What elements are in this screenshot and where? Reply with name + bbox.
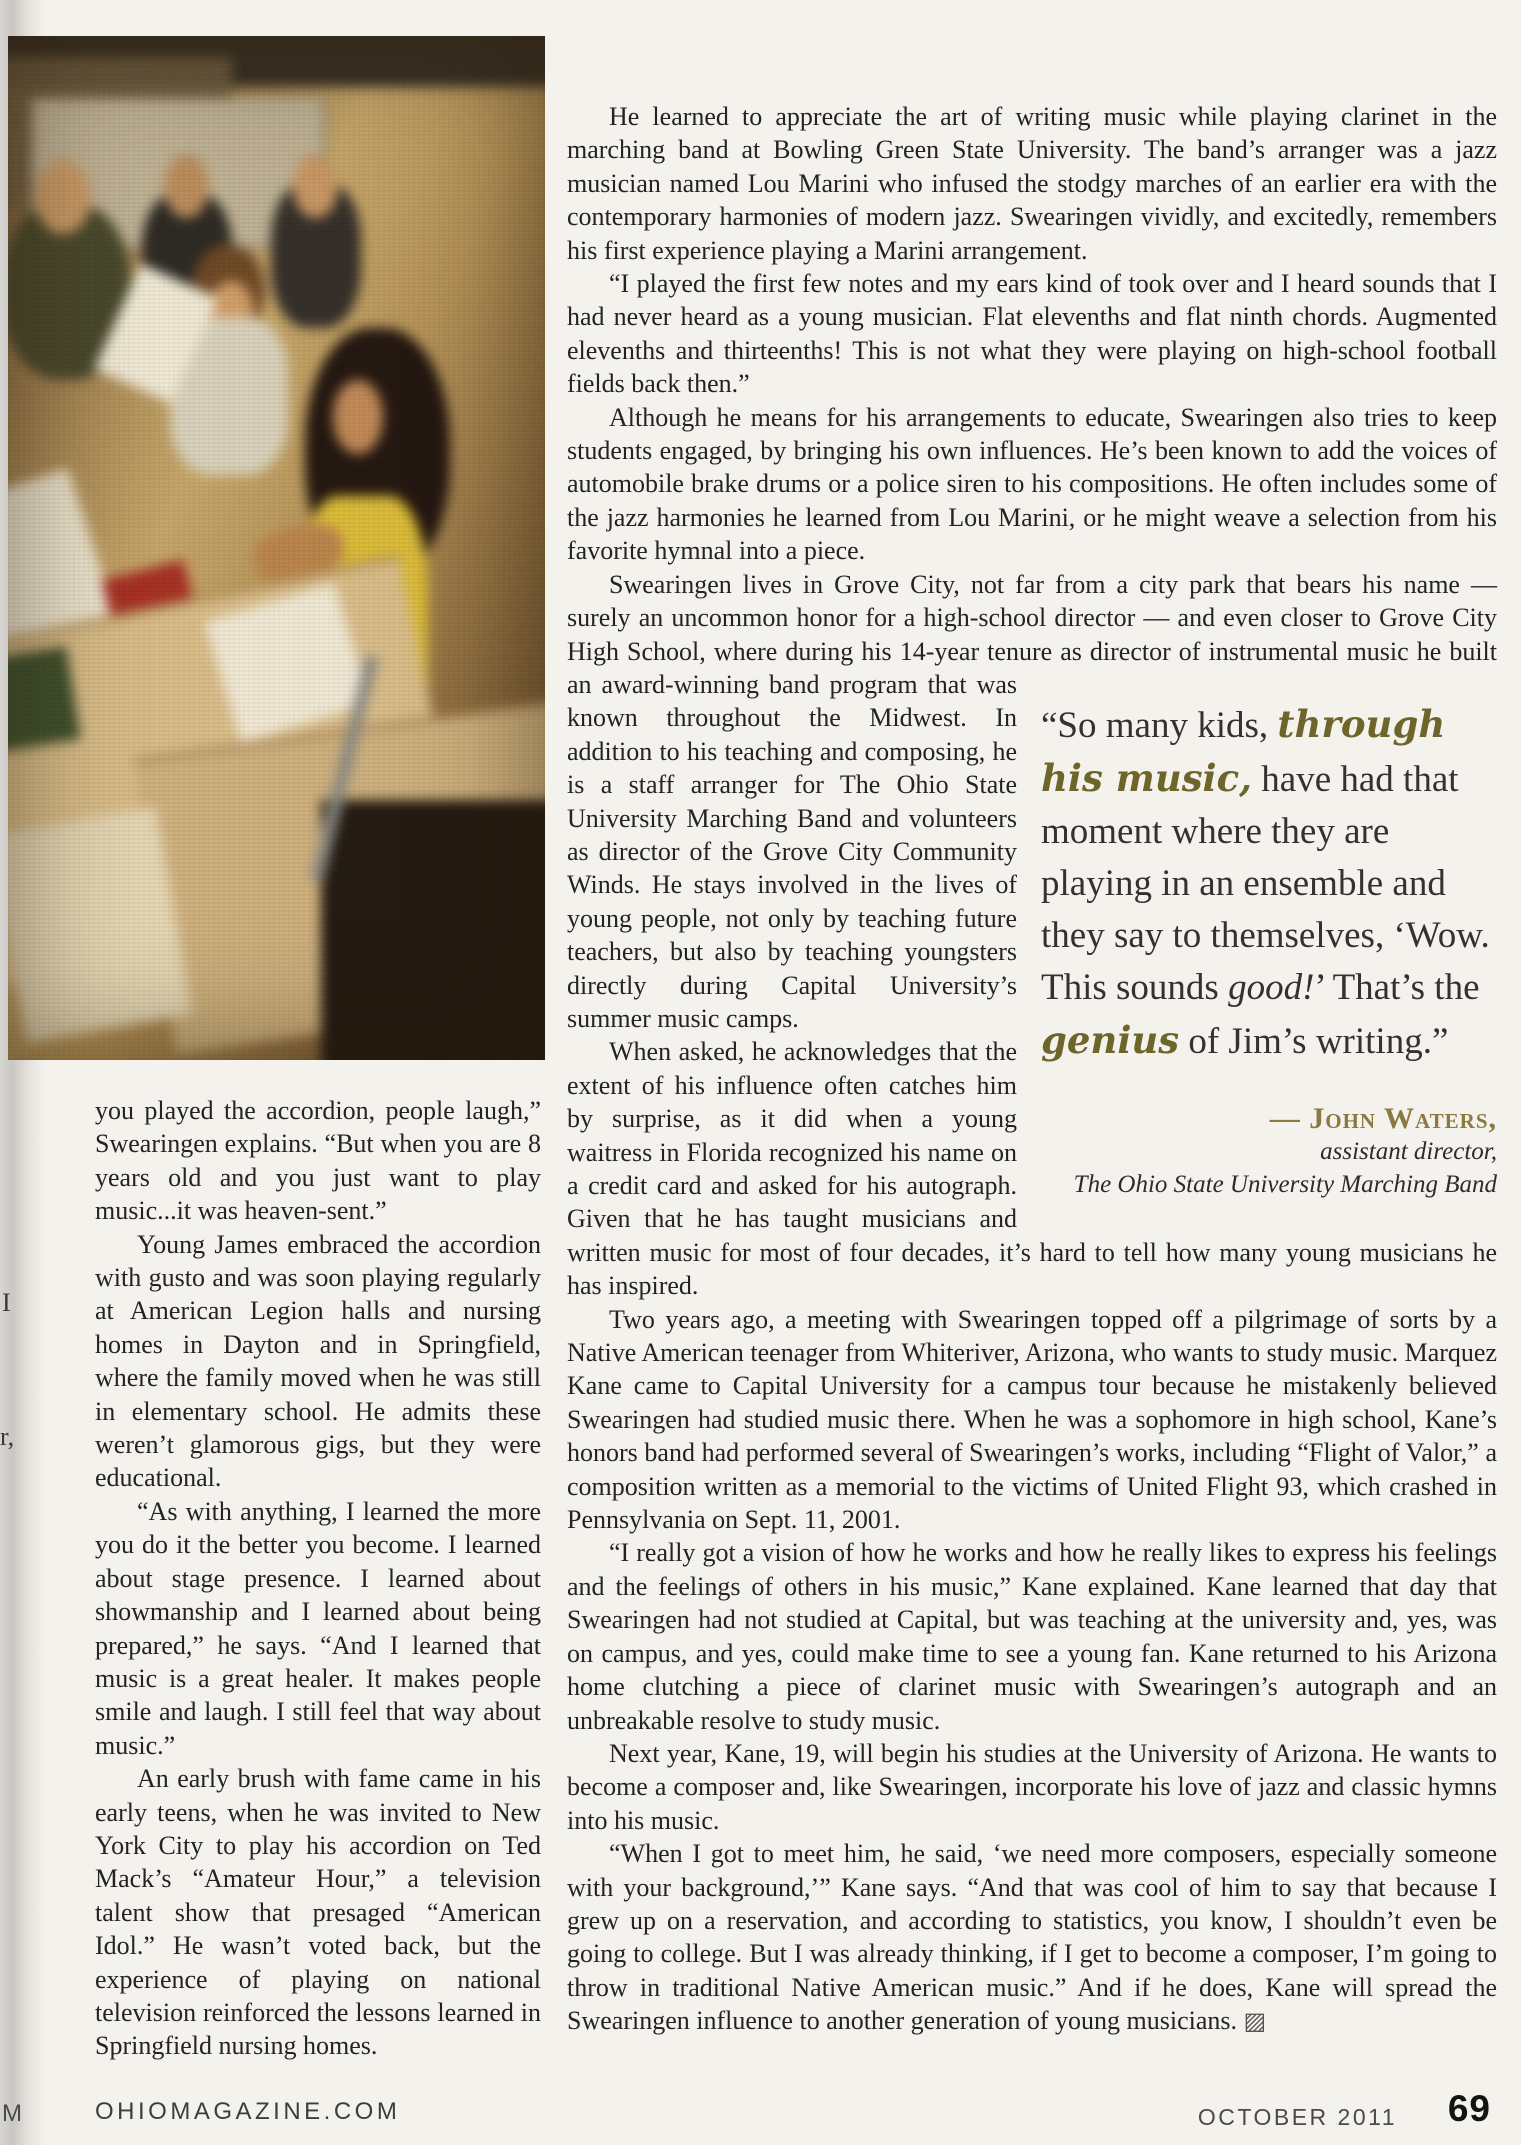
- attribution-role: assistant director,: [1320, 1137, 1497, 1165]
- article-end-mark-icon: ▨: [1243, 2009, 1267, 2036]
- edge-fragment: I: [2, 1288, 11, 1317]
- edge-fragment: r,: [0, 1422, 15, 1451]
- quote-italic: good!: [1228, 966, 1315, 1008]
- paragraph: Although he means for his arrangements to educate, Swearingen also tries to keep students engaged, by bringing his own influences. He’s been known to add the voices of automobile brake drums or a police siren to his compositions. He often includes some of the jazz harmonies he learned from Lou Marini, or he might weave a selection from his favorite hymnal into a piece.: [567, 402, 1497, 566]
- quote-accent: genius: [1041, 1017, 1180, 1062]
- paragraph: Young James embraced the accordion with gusto and was soon playing regularly at American Legion halls and nursing homes in Dayton and in Springfield, where the family moved when he was still in elementary school. He admits these weren’t glamorous gigs, but they were educational.: [95, 1229, 541, 1493]
- paragraph: “As with anything, I learned the more you do it the better you become. I learned about stage presence. I learned about showmanship and I learned about being prepared,” he says. “And I learned that music is a great healer. It makes people smile and laugh. I still feel that way about music.”: [95, 1496, 541, 1760]
- pull-quote-attribution: [1041, 1102, 1497, 1201]
- paragraph: you played the accordion, people laugh,” Swearingen explains. “But when you are 8 years old and you just want to play music...it was heaven-sent.”: [95, 1096, 541, 1226]
- attribution-name: — John Waters,: [1269, 1101, 1497, 1135]
- paragraph-text: Swearingen lives in Grove City, not far from a city park that bears his name — surely an uncommon honor for a high-school director — and even closer to Grove City High School, where during his 14-year tenure as director of instrumental: [567, 569, 1497, 666]
- photo-vignette: [8, 36, 545, 1060]
- left-column: [95, 1094, 541, 2063]
- pull-quote-text: [1041, 698, 1497, 1068]
- paragraph: Two years ago, a meeting with Swearingen topped off a pilgrimage of sorts by a Native American teenager from Whiteriver, Arizona, who wants to study music. Marquez Kane came to Capital University for a campus tour because he mistakenly believed Swearingen had studied music there. When he was a sophomore in high school, Kane’s honors band had performed several of Swearingen’s works, including “Flight of Valor,” a composition written as a memorial to the victims of United Flight 93, which crashed in Pennsylvania on Sept. 11, 2001.: [567, 1304, 1497, 1535]
- paragraph: He learned to appreciate the art of writing music while playing clarinet in the marching band at Bowling Green State University. The band’s arranger was a jazz musician named Lou Marini who infused the stodgy marches of an earlier era with the contemporary harmonies of modern jazz. Swearingen vividly, and excitedly, remembers his first experience playing a Marini arrangement.: [567, 102, 1497, 265]
- paragraph-text: music he built an award-winning band program that was known throughout the Midwest. In addition to his teaching and composing, he is a staff arranger for The Ohio State University Marching Band and volunteers as director of the Grove City Community Winds. He stays involved in the lives of young people, not only by teaching future teachers, but also by teaching youngsters directly during Capital University’s summer music camps.: [567, 636, 1497, 1033]
- quote-part: “So many kids,: [1041, 704, 1278, 746]
- paragraph: “I played the first few notes and my ears kind of took over and I heard sounds that I had never heard as a young musician. Flat elevenths and flat ninth chords. Augmented elevenths and thirteenths! This is not what they were playing on high-school football fields back then.”: [567, 269, 1497, 399]
- attribution-organization: The Ohio State University Marching Band: [1073, 1170, 1497, 1198]
- footer-issue-date: OCTOBER 2011: [1197, 2104, 1397, 2130]
- paragraph: “I really got a vision of how he works and how he really likes to express his feelings and the feelings of others in his music,” Kane explained. Kane learned that day that Swearingen had not studied at Capital, but was teaching at the university and, yes, was on campus, and yes, could make time to see a young fan. Kane returned to his Arizona home clutching a piece of clarinet music with Swearingen’s autograph and an unbreakable resolve to study music.: [567, 1538, 1497, 1735]
- paragraph: Next year, Kane, 19, will begin his studies at the University of Arizona. He wants to become a composer and, like Swearingen, incorporate his love of jazz and classic hymns into his music.: [567, 1738, 1497, 1835]
- paragraph: [567, 1837, 1497, 2039]
- paragraph: When asked, he acknowledges that the extent of his influence often catches him by surprise, as it did when a young waitress in Florida recognized his name on a credit card and asked for his autograph. Given that he has taught musicians and written music for most of four decades, it’s hard to tell how many young musicians he has inspired.: [567, 1037, 1497, 1301]
- footer-page-number: 69: [1447, 2088, 1491, 2129]
- pull-quote: [1041, 676, 1497, 1201]
- quote-part: of Jim’s writing.”: [1179, 1020, 1449, 1062]
- classroom-photo: [8, 36, 545, 1060]
- quote-accent: through his music,: [1041, 701, 1446, 800]
- edge-fragment: M: [2, 2100, 22, 2127]
- paragraph-text: “When I got to meet him, he said, ‘we need more composers, especially someone with your background,’” Kane says. “And that was cool of him to say that because I grew up on a reservation, and according to statistics, you know, I shouldn’t even be going to college. But I was already thinking, if I get to become a composer, I’m going to throw in traditional Native American music.” And if he does, Kane will spread the Swearingen influence to another generation of young musicians.: [567, 1839, 1497, 2036]
- footer-website: OHIOMAGAZINE.COM: [95, 2098, 401, 2125]
- article-body: [567, 100, 1497, 2040]
- paragraph: An early brush with fame came in his early teens, when he was invited to New York City to play his accordion on Ted Mack’s “Amateur Hour,” a television talent show that presaged “American Idol.” He wasn’t voted back, but the experience of playing on national television reinforced the lessons learned in Springfield nursing homes.: [95, 1764, 541, 2061]
- quote-part: ’ That’s the: [1314, 966, 1480, 1008]
- quote-part: have had that moment where they are playing in an ensemble and they say to themselves, ‘Wow. This sounds: [1041, 758, 1490, 1008]
